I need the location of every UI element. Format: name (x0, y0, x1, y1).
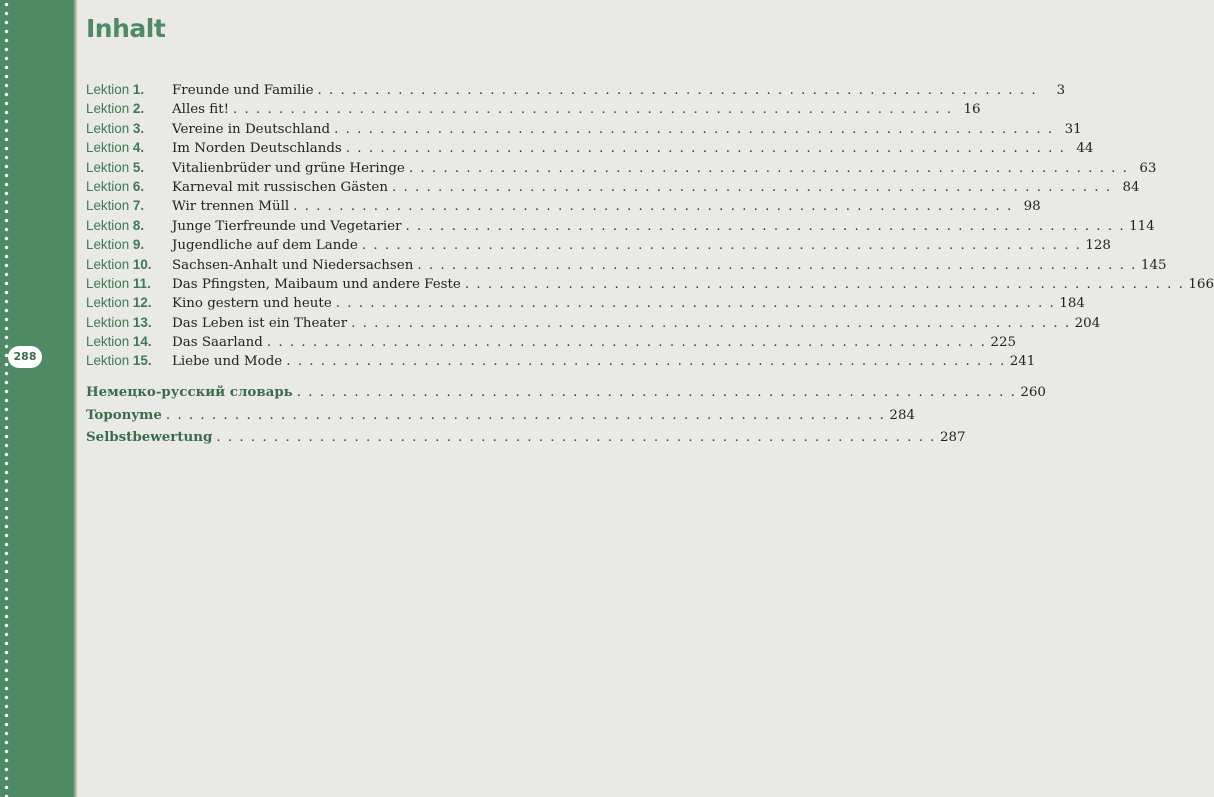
lesson-page: 225 (990, 335, 1016, 351)
toc-row[interactable] (86, 275, 1214, 295)
appendix-list (86, 384, 1046, 452)
sidebar-strip (0, 0, 72, 797)
lesson-number: 8. (132, 217, 145, 233)
lesson-title: Alles fit! (172, 102, 229, 118)
leader-dots: . . . . . . . . . . . . . . . . . . . . . . . . . . . . . . . . . . . . . . . . . . . . . . . . . . . . . . . . . . . . . . . (391, 179, 1112, 195)
leader-dots: . . . . . . . . . . . . . . . . . . . . . . . . . . . . . . . . . . . . . . . . . . . . . . . . . . . . . . . . . . . . . . . (345, 141, 1066, 157)
lesson-prefix: Lektion (86, 314, 130, 330)
page-number-badge: 288 (8, 346, 42, 368)
leader-dots: . . . . . . . . . . . . . . . . . . . . . . . . . . . . . . . . . . . . . . . . . . . . . . . . . . . . . . . . . . . . . . . (293, 199, 1013, 215)
torn-edge (68, 0, 78, 797)
appendix-page: 287 (939, 430, 966, 445)
lesson-prefix: Lektion (86, 217, 130, 233)
lesson-number: 14. (132, 334, 152, 350)
lesson-label (86, 160, 172, 175)
lesson-page: 204 (1074, 315, 1101, 331)
lesson-page: 166 (1188, 276, 1214, 292)
lesson-number: 11. (132, 275, 151, 291)
lesson-label (86, 315, 172, 330)
lesson-prefix: Lektion (86, 198, 130, 214)
toc-row[interactable] (86, 256, 1167, 276)
leader-dots: . . . . . . . . . . . . . . . . . . . . . . . . . . . . . . . . . . . . . . . . . . . . . . . . . . . . . . . . . . . . . . . (464, 276, 1185, 292)
lesson-title: Junge Tierfreunde und Vegetarier (172, 218, 402, 234)
lesson-label (86, 276, 172, 291)
lesson-prefix: Lektion (86, 178, 130, 194)
leader-dots: . . . . . . . . . . . . . . . . . . . . . . . . . . . . . . . . . . . . . . . . . . . . . . . . . . . . . . . . . . . . . . . (334, 121, 1054, 137)
leader-dots: . . . . . . . . . . . . . . . . . . . . . . . . . . . . . . . . . . . . . . . . . . . . . . . . . . . . . . . . . . . . . . . (317, 83, 1038, 98)
lesson-prefix: Lektion (86, 256, 130, 272)
lesson-label (86, 101, 172, 116)
lesson-label (86, 82, 172, 97)
lesson-title: Sachsen-Anhalt und Niedersachsen (172, 257, 414, 273)
lesson-title: Karneval mit russischen Gästen (172, 179, 388, 195)
lesson-page: 3 (1056, 83, 1066, 98)
lesson-label (86, 218, 172, 233)
toc-row[interactable] (86, 334, 1016, 353)
appendix-title: Toponyme (86, 406, 162, 423)
lesson-prefix: Lektion (86, 159, 130, 175)
leader-dots: . . . . . . . . . . . . . . . . . . . . . . . . . . . . . . . . . . . . . . . . . . . . . . . . . . . . . . . . . . . . . . . (361, 238, 1082, 254)
toc-row[interactable] (86, 198, 1041, 217)
toc-row[interactable] (86, 237, 1111, 256)
appendix-row[interactable] (86, 406, 915, 430)
lesson-prefix: Lektion (86, 295, 130, 311)
appendix-page: 284 (889, 407, 915, 423)
toc-row[interactable] (86, 217, 1155, 237)
appendix-title: Немецко-русский словарь (86, 384, 293, 400)
lesson-page: 114 (1129, 218, 1155, 234)
leader-dots: . . . . . . . . . . . . . . . . . . . . . . . . . . . . . . . . . . . . . . . . . . . . . . . . . . . . . . . . . . . . . . . (232, 102, 953, 118)
leader-dots: . . . . . . . . . . . . . . . . . . . . . . . . . . . . . . . . . . . . . . . . . . . . . . . . . . . . . . . . . . . . . . . (286, 354, 1006, 370)
lesson-number: 9. (132, 237, 145, 253)
lesson-prefix: Lektion (86, 101, 130, 117)
lesson-page: 128 (1085, 238, 1111, 254)
leader-dots: . . . . . . . . . . . . . . . . . . . . . . . . . . . . . . . . . . . . . . . . . . . . . . . . . . . . . . . . . . . . . . . (351, 315, 1071, 331)
lesson-page: 16 (963, 102, 981, 118)
lesson-prefix: Lektion (86, 353, 130, 369)
lesson-prefix: Lektion (86, 140, 130, 156)
lesson-label (86, 179, 172, 194)
lesson-number: 15. (132, 353, 152, 369)
lesson-number: 4. (132, 140, 145, 156)
lesson-label (86, 353, 172, 368)
lesson-title: Jugendliche auf dem Lande (172, 238, 358, 254)
lesson-number: 13. (132, 314, 152, 330)
toc-row[interactable] (86, 101, 981, 120)
lesson-page: 84 (1122, 179, 1140, 195)
lesson-number: 5. (132, 159, 145, 175)
lesson-label (86, 257, 172, 272)
lesson-page: 241 (1009, 354, 1036, 370)
lesson-label (86, 121, 172, 136)
lesson-prefix: Lektion (86, 120, 130, 136)
lesson-number: 10. (132, 256, 152, 272)
leader-dots: . . . . . . . . . . . . . . . . . . . . . . . . . . . . . . . . . . . . . . . . . . . . . . . . . . . . . . . . . . . . . . . (165, 407, 886, 423)
lesson-title: Vitalienbrüder und grüne Heringe (172, 160, 405, 176)
lesson-title: Freunde und Familie (172, 83, 314, 98)
lesson-label (86, 140, 172, 155)
page-title: Inhalt (86, 14, 166, 43)
leader-dots: . . . . . . . . . . . . . . . . . . . . . . . . . . . . . . . . . . . . . . . . . . . . . . . . . . . . . . . . . . . . . . . (417, 257, 1137, 273)
lesson-number: 6. (132, 178, 145, 194)
toc-row[interactable] (86, 159, 1157, 179)
appendix-page: 260 (1020, 385, 1046, 400)
lesson-number: 3. (132, 120, 145, 136)
lesson-label (86, 334, 172, 349)
lesson-prefix: Lektion (86, 334, 130, 350)
lesson-page: 145 (1140, 257, 1167, 273)
lesson-prefix: Lektion (86, 82, 130, 97)
toc-list (86, 82, 1214, 373)
lesson-label (86, 198, 172, 213)
lesson-title: Das Saarland (172, 335, 263, 351)
lesson-label (86, 295, 172, 310)
lesson-title: Wir trennen Müll (172, 199, 290, 215)
toc-row[interactable] (86, 140, 1094, 159)
toc-row[interactable] (86, 82, 1066, 101)
lesson-number: 7. (132, 198, 145, 214)
leader-dots: . . . . . . . . . . . . . . . . . . . . . . . . . . . . . . . . . . . . . . . . . . . . . . . . . . . . . . . . . . . . . . . (296, 385, 1017, 400)
dot-border (4, 0, 9, 797)
toc-row[interactable] (86, 295, 1085, 314)
lesson-page: 44 (1076, 141, 1094, 157)
lesson-title: Kino gestern und heute (172, 296, 332, 312)
leader-dots: . . . . . . . . . . . . . . . . . . . . . . . . . . . . . . . . . . . . . . . . . . . . . . . . . . . . . . . . . . . . . . . (405, 218, 1126, 234)
toc-row[interactable] (86, 120, 1082, 140)
lesson-title: Vereine in Deutschland (172, 121, 331, 137)
leader-dots: . . . . . . . . . . . . . . . . . . . . . . . . . . . . . . . . . . . . . . . . . . . . . . . . . . . . . . . . . . . . . . . (408, 160, 1129, 176)
lesson-title: Im Norden Deutschlands (172, 141, 342, 157)
lesson-title: Das Pfingsten, Maibaum und andere Feste (172, 276, 461, 292)
lesson-page: 184 (1059, 296, 1085, 312)
appendix-row[interactable] (86, 429, 966, 452)
lesson-label (86, 237, 172, 252)
lesson-prefix: Lektion (86, 275, 130, 291)
lesson-number: 2. (132, 101, 145, 117)
lesson-page: 63 (1139, 160, 1157, 176)
lesson-page: 98 (1023, 199, 1041, 215)
lesson-number: 1. (132, 82, 145, 97)
lesson-title: Das Leben ist ein Theater (172, 315, 348, 331)
leader-dots: . . . . . . . . . . . . . . . . . . . . . . . . . . . . . . . . . . . . . . . . . . . . . . . . . . . . . . . . . . . . . . . (216, 430, 936, 445)
appendix-title: Selbstbewertung (86, 429, 213, 445)
toc-row[interactable] (86, 353, 1036, 372)
lesson-page: 31 (1064, 121, 1082, 137)
leader-dots: . . . . . . . . . . . . . . . . . . . . . . . . . . . . . . . . . . . . . . . . . . . . . . . . . . . . . . . . . . . . . . . (266, 335, 987, 351)
toc-row[interactable] (86, 314, 1101, 334)
toc-row[interactable] (86, 178, 1140, 198)
lesson-prefix: Lektion (86, 237, 130, 253)
appendix-row[interactable] (86, 384, 1046, 407)
lesson-title: Liebe und Mode (172, 354, 283, 370)
leader-dots: . . . . . . . . . . . . . . . . . . . . . . . . . . . . . . . . . . . . . . . . . . . . . . . . . . . . . . . . . . . . . . . (335, 296, 1056, 312)
lesson-number: 12. (132, 295, 152, 311)
